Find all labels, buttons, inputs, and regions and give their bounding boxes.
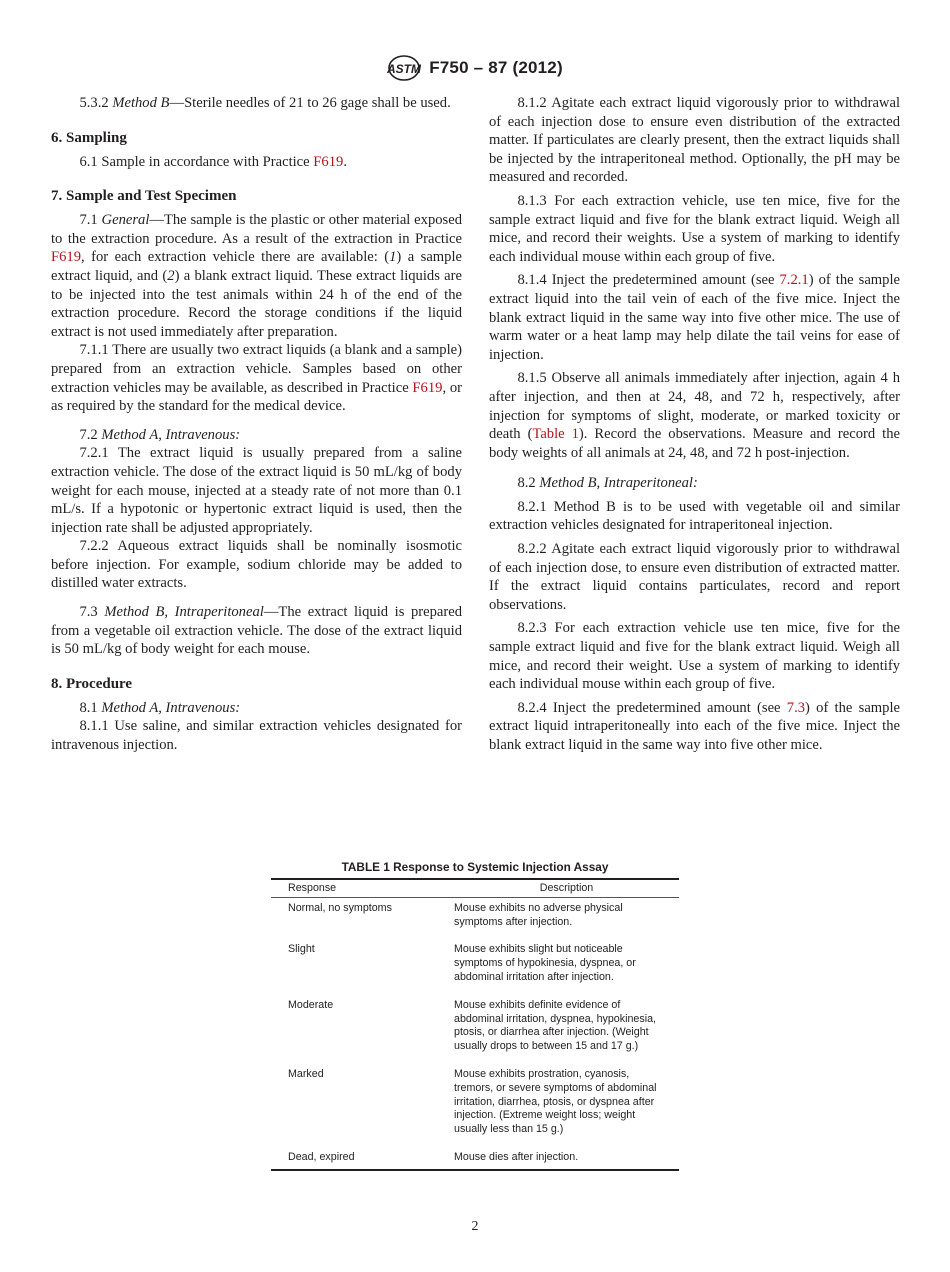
- response-cell: Marked: [288, 1067, 324, 1080]
- right-column: [489, 94, 900, 755]
- link-f619[interactable]: F619: [313, 153, 344, 170]
- svg-text:ASTM: ASTM: [387, 62, 422, 76]
- response-cell: Moderate: [288, 998, 334, 1011]
- paragraph-7-1: 7.1 General—The sample is the plastic or other material exposed to the extraction procedure. As a result of the extraction in Practice F619, for each extraction vehicle there are available: (1) a sample extract liquid, and (2) a blank extract liquid. These extract liquids are to be injected into the test animals within 24 h of the end of the extraction procedure. Record the storage conditions if the liquid extract is not used immediately after preparation.: [51, 212, 463, 340]
- response-table: [271, 878, 679, 1171]
- table-row: [271, 897, 679, 943]
- paragraph-8-1-4: 8.1.4 Inject the predetermined amount (see 7.2.1) of the sample extract liquid into the tail vein of each of the five mice. Inject the blank extract liquid in the same way into five other mice. The use of warm water or a heat lamp may help dilate the tail veins for ease of injection.: [489, 272, 900, 363]
- column-header-description: Description: [454, 879, 679, 897]
- left-column: [51, 94, 462, 755]
- section-heading-procedure: 8. Procedure: [51, 675, 133, 692]
- description-cell: Mouse exhibits definite evidence of abdominal irritation, dyspnea, hypokinesia, ptosis, or diarrhea after injection. (Weight usually drops to between 15 and 17 g.): [454, 998, 656, 1053]
- link-f619[interactable]: F619: [412, 379, 443, 396]
- section-heading-sample-test-specimen: 7. Sample and Test Specimen: [51, 188, 237, 205]
- standard-designation: F750 – 87 (2012): [429, 58, 563, 77]
- paragraph-7-1-1: 7.1.1 There are usually two extract liquids (a blank and a sample) prepared from an extraction vehicle. Samples based on other extraction vehicles may be available, as described in Practice F619, or as required by the standard for the medical device.: [51, 342, 462, 415]
- paragraph-8-1-2: 8.1.2 Agitate each extract liquid vigorously prior to withdrawal of each injection dose to ensure even distribution of the extracted matter. If particulates are clearly present, then the extract liquids shall be injected by the intraperitoneal method. Optionally, the pH may be measured and recorded.: [489, 95, 900, 186]
- description-cell: Mouse exhibits prostration, cyanosis, tremors, or severe symptoms of abdominal irritation, diarrhea, ptosis, or dyspnea after injection. (Extreme weight loss; weight usually less than 15 g.): [454, 1067, 657, 1136]
- table-row: [271, 1151, 679, 1170]
- paragraph-8-1-3: 8.1.3 For each extraction vehicle, use ten mice, five for the sample extract liquid and five for the blank extract liquid. Weigh all mice, and record their weights. Use a system of marking to identify each individual mouse within each group of five.: [489, 192, 900, 265]
- response-cell: Normal, no symptoms: [288, 901, 392, 914]
- paragraph-8-2-3: 8.2.3 For each extraction vehicle use ten mice, five for the sample extract liquid and five for the blank extract liquid. Weigh all mice, and record their weight. Use a system of marking to identify each individual mouse within each group of five.: [489, 620, 900, 693]
- paragraph-7-3: 7.3 Method B, Intraperitoneal—The extract liquid is prepared from a vegetable oil extraction vehicle. The dose of the extract liquid is 50 mL/kg of body weight for each mouse.: [51, 604, 463, 658]
- description-cell: Mouse exhibits no adverse physical symptoms after injection.: [454, 901, 623, 928]
- paragraph-8-2: 8.2 Method B, Intraperitoneal:: [517, 475, 698, 492]
- paragraph-7-2-2: 7.2.2 Aqueous extract liquids shall be nominally isosmotic before injection. For example, sodium chloride may be added to distilled water extracts.: [51, 538, 462, 592]
- table-header-row: [271, 879, 679, 897]
- paragraph-8-2-1: 8.2.1 Method B is to be used with vegetable oil and similar extraction vehicles designated for intraperitoneal injection.: [489, 498, 900, 534]
- paragraph-6-1: 6.1 Sample in accordance with Practice F619.: [79, 153, 347, 170]
- table-row: [271, 999, 679, 1068]
- paragraph-8-1-5: 8.1.5 Observe all animals immediately after injection, again 4 h after injection, and then at 24, 48, and 72 h, respectively, after injection for symptoms of slight, moderate, or marked toxicity or death (Table 1). Record the observations. Measure and record the body weights of all animals at 24, 48, and 72 h post-injection.: [489, 370, 900, 461]
- response-cell: Dead, expired: [271, 1151, 454, 1170]
- table-row: [271, 943, 679, 998]
- paragraph-5-3-2: 5.3.2 Method B—Sterile needles of 21 to 26 gage shall be used.: [79, 95, 451, 111]
- astm-logo-icon: [387, 54, 421, 82]
- response-cell: Slight: [288, 943, 315, 956]
- page-header: [0, 54, 950, 87]
- table-1: [271, 859, 679, 1171]
- table-caption: TABLE 1 Response to Systemic Injection Assay: [341, 860, 609, 874]
- description-cell: Mouse dies after injection.: [454, 1151, 679, 1170]
- link-table-1[interactable]: Table 1: [532, 426, 579, 443]
- paragraph-7-2: 7.2 Method A, Intravenous:: [79, 426, 241, 443]
- paragraph-8-2-4: 8.2.4 Inject the predetermined amount (see 7.3) of the sample extract liquid intraperitoneally into each of the five mice. Inject the blank extract liquid in the same way into five other mice.: [489, 699, 900, 753]
- page-number: 2: [471, 1219, 479, 1234]
- table-row: [271, 1068, 679, 1151]
- description-cell: Mouse exhibits slight but noticeable symptoms of hypokinesia, dyspnea, or abdominal irritation after injection.: [454, 943, 636, 983]
- paragraph-8-1-1: 8.1.1 Use saline, and similar extraction vehicles designated for intravenous injection.: [51, 718, 462, 754]
- paragraph-8-1: 8.1 Method A, Intravenous:: [79, 699, 241, 716]
- link-7-3[interactable]: 7.3: [786, 699, 806, 716]
- link-7-2-1[interactable]: 7.2.1: [779, 272, 809, 289]
- link-f619[interactable]: F619: [51, 249, 82, 266]
- paragraph-7-2-1: 7.2.1 The extract liquid is usually prepared from a saline extraction vehicle. The dose of the extract liquid is 50 mL/kg of body weight for each mouse, injected at a steady rate of not more than 0.1 mL/s. If a hypotonic or hypertonic extract liquid is used, then the injection rate shall be adjusted appropriately.: [51, 445, 462, 536]
- paragraph-8-2-2: 8.2.2 Agitate each extract liquid vigorously prior to withdrawal of each injection dose, to ensure even distribution of extracted matter. If the extract liquid contains particulates, record and report observations.: [489, 541, 900, 613]
- section-heading-sampling: 6. Sampling: [51, 129, 127, 146]
- column-header-response: Response: [271, 879, 454, 897]
